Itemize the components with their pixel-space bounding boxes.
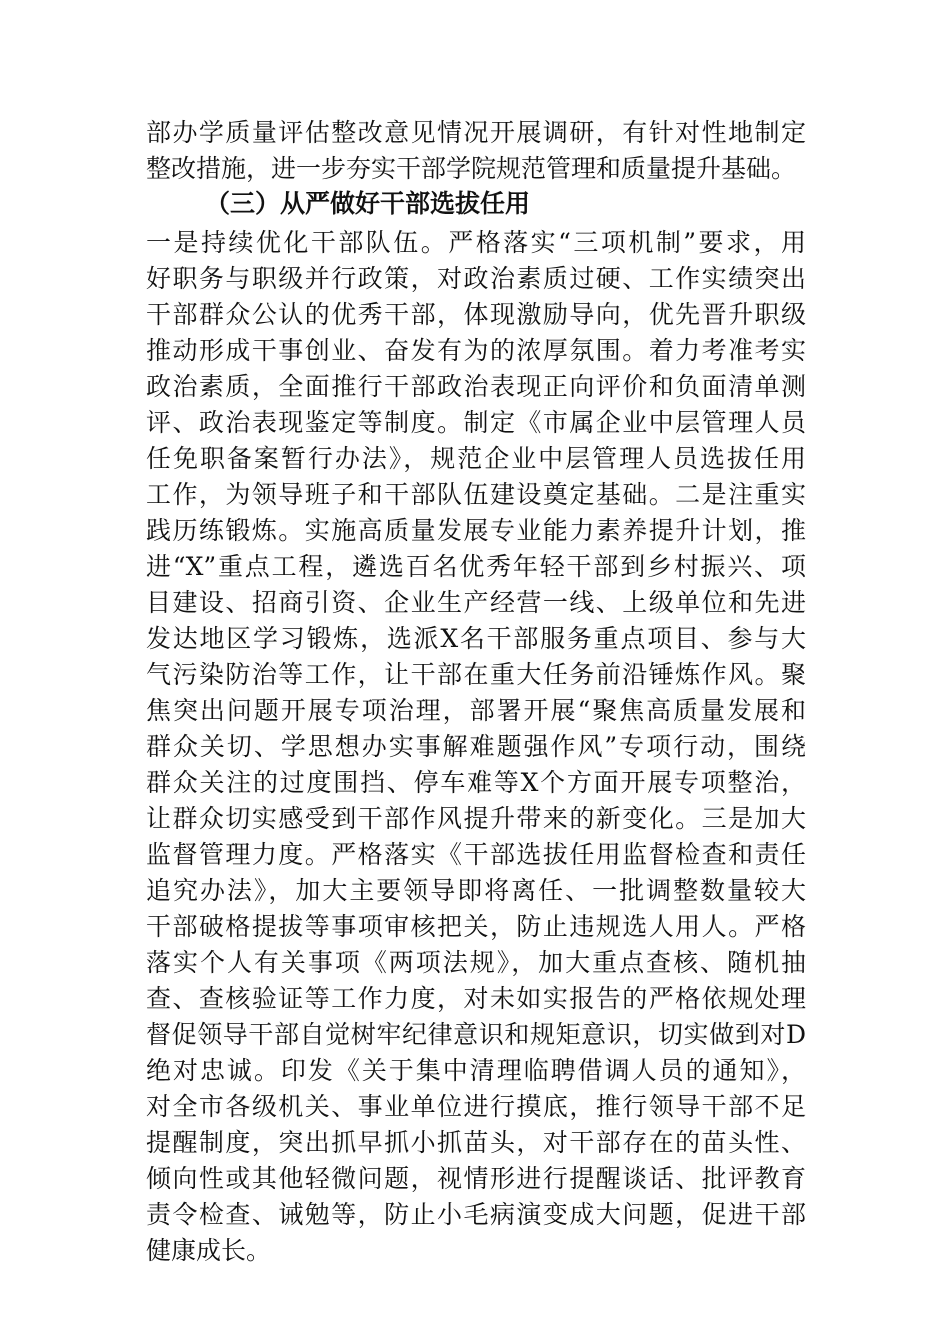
- body-line: 健康成长。: [146, 1236, 272, 1265]
- body-line: 对全市各级机关、事业单位进行摸底，推行领导干部不足: [146, 1092, 806, 1121]
- body-line: 责令检查、诫勉等，防止小毛病演变成大问题，促进干部: [146, 1200, 806, 1229]
- body-line: 查、查核验证等工作力度，对未如实报告的严格依规处理: [146, 984, 806, 1013]
- section-heading: （三）从严做好干部选拔任用: [205, 189, 531, 218]
- body-line: 一是持续优化干部队伍。严格落实“三项机制”要求，用: [146, 228, 806, 257]
- intro-line: 部办学质量评估整改意见情况开展调研，有针对性地制定: [146, 118, 806, 147]
- body-line: 干部破格提拔等事项审核把关，防止违规选人用人。严格: [146, 912, 806, 941]
- body-line: 监督管理力度。严格落实《干部选拔任用监督检查和责任: [146, 840, 806, 869]
- body-line: 让群众切实感受到干部作风提升带来的新变化。三是加大: [146, 804, 806, 833]
- body-line: 群众关切、学思想办实事解难题强作风”专项行动，围绕: [146, 732, 806, 761]
- body-line: 落实个人有关事项《两项法规》，加大重点查核、随机抽: [146, 948, 806, 977]
- body-line: 进“X”重点工程，遴选百名优秀年轻干部到乡村振兴、项: [146, 552, 806, 581]
- body-line: 干部群众公认的优秀干部，体现激励导向，优先晋升职级: [146, 300, 806, 329]
- body-line: 发达地区学习锻炼，选派X名干部服务重点项目、参与大: [146, 624, 806, 653]
- body-line: 推动形成干事创业、奋发有为的浓厚氛围。着力考准考实: [146, 336, 806, 365]
- body-line: 追究办法》，加大主要领导即将离任、一批调整数量较大: [146, 876, 806, 905]
- body-line: 提醒制度，突出抓早抓小抓苗头，对干部存在的苗头性、: [146, 1128, 806, 1157]
- body-line: 群众关注的过度围挡、停车难等X个方面开展专项整治，: [146, 768, 806, 797]
- body-line: 督促领导干部自觉树牢纪律意识和规矩意识，切实做到对D: [146, 1020, 806, 1049]
- body-line: 绝对忠诚。印发《关于集中清理临聘借调人员的通知》，: [146, 1056, 806, 1085]
- body-line: 气污染防治等工作，让干部在重大任务前沿锤炼作风。聚: [146, 660, 806, 689]
- body-line: 任免职备案暂行办法》，规范企业中层管理人员选拔任用: [146, 444, 806, 473]
- body-line: 工作，为领导班子和干部队伍建设奠定基础。二是注重实: [146, 480, 806, 509]
- body-line: 焦突出问题开展专项治理，部署开展“聚焦高质量发展和: [146, 696, 806, 725]
- body-line: 好职务与职级并行政策，对政治素质过硬、工作实绩突出: [146, 264, 806, 293]
- body-line: 政治素质，全面推行干部政治表现正向评价和负面清单测: [146, 372, 806, 401]
- intro-line: 整改措施，进一步夯实干部学院规范管理和质量提升基础。: [146, 154, 797, 183]
- body-line: 倾向性或其他轻微问题，视情形进行提醒谈话、批评教育: [146, 1164, 806, 1193]
- body-line: 目建设、招商引资、企业生产经营一线、上级单位和先进: [146, 588, 806, 617]
- body-line: 评、政治表现鉴定等制度。制定《市属企业中层管理人员: [146, 408, 806, 437]
- body-line: 践历练锻炼。实施高质量发展专业能力素养提升计划，推: [146, 516, 806, 545]
